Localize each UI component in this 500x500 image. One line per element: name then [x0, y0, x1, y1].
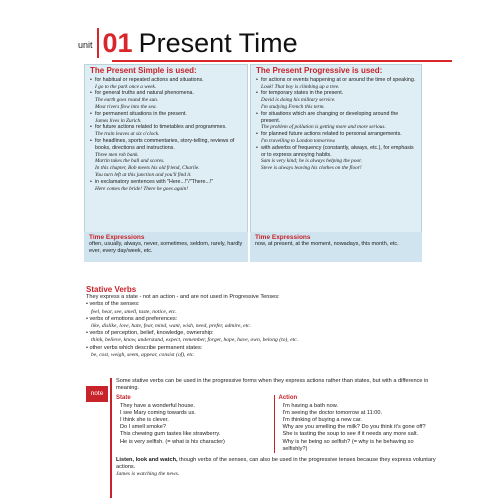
state-column: [116, 395, 274, 453]
note-border: [110, 378, 112, 498]
usage-text: for permanent situations in the present.: [95, 110, 187, 117]
usage-example: James lives in Zurich.: [95, 117, 142, 124]
stative-group-examples: feel, hear, see, smell, taste, notice, etc.: [91, 308, 177, 315]
unit-divider: [97, 28, 99, 58]
action-title: Action: [278, 395, 298, 402]
usage-item: [90, 90, 242, 97]
usage-example: The earth goes round the sun.: [95, 97, 159, 104]
present-simple-title: The Present Simple is used:: [90, 66, 197, 75]
usage-example: David is doing his military service.: [261, 97, 336, 104]
state-example: They have a wonderful house.: [120, 402, 195, 409]
usage-text: for situations which are changing or developing around the present.: [261, 110, 399, 124]
present-simple-expressions: [84, 232, 248, 262]
note-intro: Some stative verbs can be used in the progressive forms when they express actions rather than states, but with a difference in meaning.: [116, 378, 429, 392]
action-column: [274, 395, 437, 453]
usage-example: Here comes the bride! There he goes again!: [95, 185, 189, 192]
usage-example: The train leaves at six o'clock.: [95, 131, 160, 138]
usage-text: for general truths and natural phenomena.: [95, 90, 194, 97]
stative-group-examples: be, cost, weigh, seem, appear, consist (of), etc.: [91, 351, 195, 358]
header-rule: [112, 60, 452, 62]
state-example: I see Mary coming towards us.: [120, 409, 196, 416]
usage-example: Steve is always leaving his clothes on the floor!: [261, 165, 362, 172]
usage-item: [90, 179, 242, 186]
usage-item: [256, 145, 416, 159]
usage-example: I'm studying French this term.: [261, 103, 325, 110]
stative-verbs-intro: They express a state - not an action - and are not used in Progressive Tenses:: [86, 294, 280, 301]
action-example: I'm seeing the doctor tomorrow at 11:00.: [282, 409, 383, 416]
usage-example: Most rivers flow into the sea.: [95, 103, 157, 110]
bullet-icon: •: [256, 131, 258, 138]
present-progressive-expressions: [250, 232, 422, 262]
bullet-icon: •: [256, 144, 258, 151]
bullet-icon: •: [90, 124, 92, 131]
page-title: Present Time: [138, 28, 298, 58]
action-example: I'm thinking of buying a new car.: [282, 417, 362, 424]
stative-verbs-section: [86, 286, 426, 359]
bullet-icon: •: [256, 110, 258, 117]
unit-number: 01: [102, 28, 133, 58]
stative-verbs-title: Stative Verbs: [86, 285, 137, 294]
note-tag: note: [86, 386, 108, 402]
usage-example: Martin takes the ball and scores.: [95, 158, 165, 165]
usage-example: Look! That boy is climbing up a tree.: [261, 83, 340, 90]
bullet-icon: •: [90, 178, 92, 185]
usage-item: [90, 77, 242, 84]
action-example: Why are you smelling the milk? Do you think it's gone off?: [282, 424, 426, 431]
note-tail-text: though verbs of the senses, can also be used in the progressive tenses because they express voluntary actions.: [116, 457, 436, 471]
usage-item: [256, 90, 416, 97]
action-example: She is tasting the soup to see if it needs any more salt.: [282, 431, 419, 438]
note-section: [86, 378, 436, 500]
bullet-icon: •: [256, 76, 258, 83]
stative-group-examples: like, dislike, love, hate, fear, mind, want, wish, need, prefer, admire, etc.: [91, 323, 252, 330]
bullet-icon: •: [90, 76, 92, 83]
usage-item: [90, 138, 242, 152]
usage-example: You turn left at this junction and you'll find it.: [95, 171, 192, 178]
state-example: I think she is clever.: [120, 417, 169, 424]
state-title: State: [116, 395, 131, 402]
stative-group-label: • verbs of perception, belief, knowledge, ownership:: [86, 330, 214, 337]
usage-text: for temporary states in the present.: [261, 90, 344, 97]
action-example: I'm having a bath now.: [282, 402, 338, 409]
usage-text: in exclamatory sentences with "Here...!"/"There...!": [95, 178, 214, 185]
usage-item: [256, 111, 416, 125]
note-body: [116, 378, 436, 479]
stative-group-label: • other verbs which describe permanent states:: [86, 344, 203, 351]
bullet-icon: •: [256, 90, 258, 97]
present-progressive-title: The Present Progressive is used:: [256, 66, 383, 75]
unit-word: unit: [78, 40, 93, 50]
usage-example: The problem of pollution is getting more and more serious.: [261, 124, 386, 131]
usage-example: I'm travelling to London tomorrow.: [261, 137, 336, 144]
state-example: He is very selfish. (= what is his character): [120, 438, 225, 445]
bullet-icon: •: [90, 110, 92, 117]
unit-header: [78, 22, 298, 58]
stative-group-label: • verbs of the senses:: [86, 301, 140, 308]
stative-group-examples: think, believe, know, understand, expect, remember, forget, hope, have, own, belong (to), etc.: [91, 337, 299, 344]
present-progressive-expressions-title: Time Expressions: [255, 234, 311, 241]
usage-text: for future actions related to timetables and programmes.: [95, 124, 227, 131]
usage-text: for planned future actions related to personal arrangements.: [261, 131, 402, 138]
usage-text: for actions or events happening at or around the time of speaking.: [261, 76, 416, 83]
note-tail: [116, 457, 436, 479]
present-progressive-expressions-text: now, at present, at the moment, nowadays, this month, etc.: [255, 241, 399, 247]
usage-item: [256, 131, 416, 138]
usage-example: Three men rob bank.: [95, 151, 139, 158]
bullet-icon: •: [90, 137, 92, 144]
state-example: This chewing gum tastes like strawberry.: [120, 431, 221, 438]
state-example: Do I smell smoke?: [120, 424, 167, 431]
bullet-icon: •: [90, 90, 92, 97]
present-simple-expressions-title: Time Expressions: [89, 234, 145, 241]
usage-text: for headlines, sports commentaries, story-telling, reviews of books, directions and instructions.: [95, 137, 235, 151]
usage-example: I go to the park once a week.: [95, 83, 157, 90]
usage-item: [90, 111, 242, 118]
note-tail-example: James is watching the news.: [116, 471, 180, 478]
state-action-columns: [116, 395, 436, 453]
present-simple-expressions-text: often, usually, always, never, sometimes, seldom, rarely, hardly ever, every day/week, etc.: [89, 241, 243, 254]
stative-group-label: • verbs of emotions and preferences:: [86, 315, 178, 322]
action-example: Why is he being so selfish? (= why is he behaving so selfishly?): [282, 438, 414, 452]
usage-example: Sam is very kind; he is always helping the poor.: [261, 158, 362, 165]
usage-text: with adverbs of frequency (constantly, always, etc.), for emphasis or to express annoying habits.: [261, 144, 414, 158]
usage-item: [256, 77, 416, 84]
note-tail-bold: Listen, look and watch,: [116, 457, 178, 464]
usage-item: [90, 124, 242, 131]
usage-text: for habitual or repeated actions and situations.: [95, 76, 204, 83]
usage-example: In this chapter, Bob meets his old friend, Charlie.: [95, 165, 200, 172]
